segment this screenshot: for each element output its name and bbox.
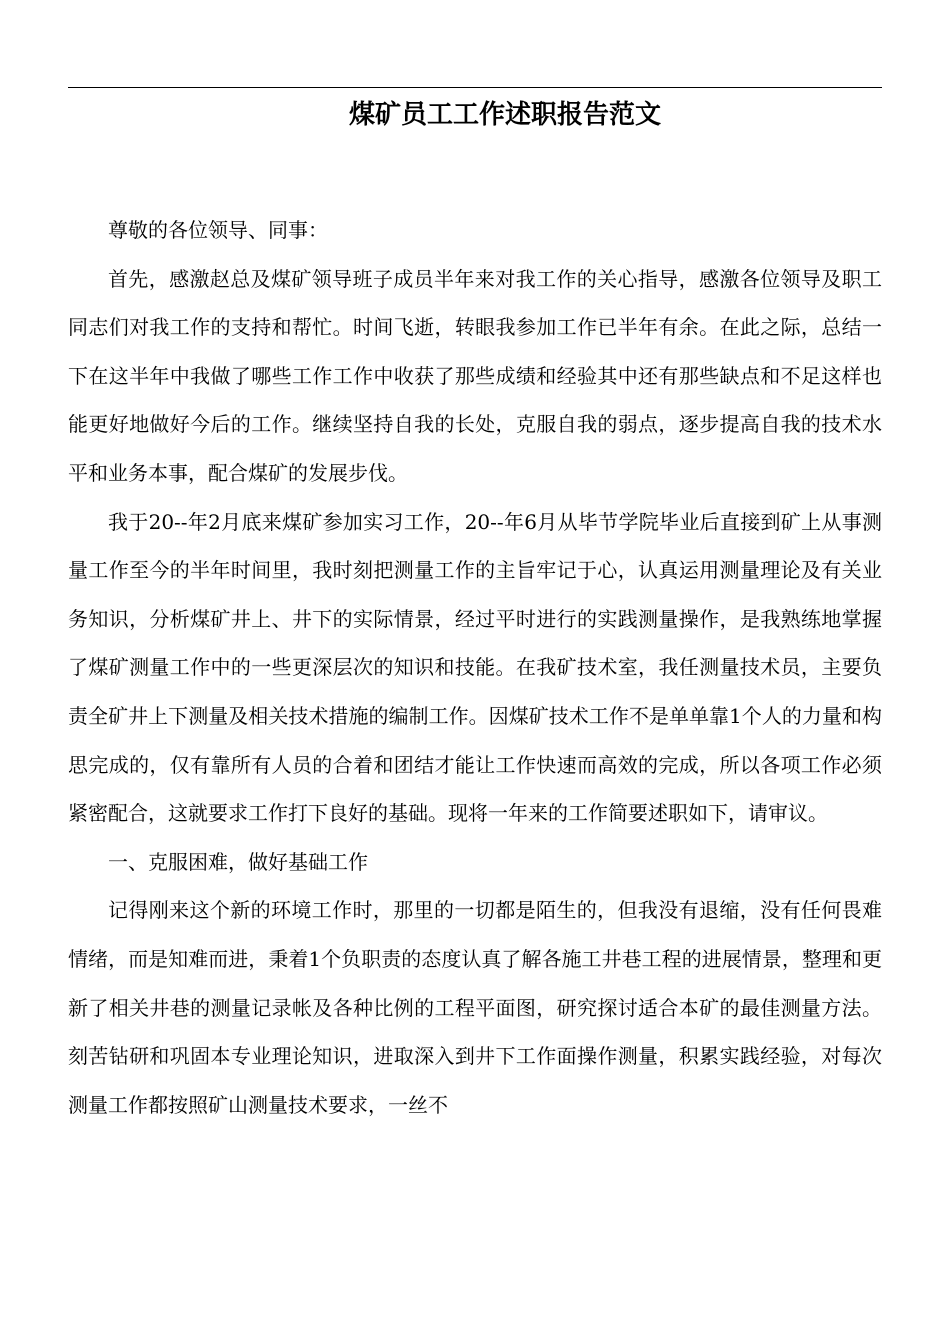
- salutation-paragraph: 尊敬的各位领导、同事：: [108, 218, 328, 242]
- background-paragraph: 我于20--年2月底来煤矿参加实习工作，20--年6月从毕节学院毕业后直接到矿上从事测量工作至今的半年时间里，我时刻把测量工作的主旨牢记于心，认真运用测量理论及有关业务知识，分析煤矿井上、井下的实际情景，经过平时进行的实践测量操作，是我熟练地掌握了煤矿测量工作中的一些更深层次的知识和技能。在我矿技术室，我任测量技术员，主要负责全矿井上下测量及相关技术措施的编制工作。因煤矿技术工作不是单单靠1个人的力量和构思完成的，仅有靠所有人员的合着和团结才能让工作快速而高效的完成，所以各项工作必须紧密配合，这就要求工作打下良好的基础。现将一年来的工作简要述职如下，请审议。: [68, 509, 882, 826]
- section-heading-1: 一、克服困难，做好基础工作: [108, 849, 368, 874]
- document-title: 煤矿员工工作述职报告范文: [348, 100, 661, 130]
- header-rule: [68, 87, 882, 88]
- intro-paragraph: 首先，感激赵总及煤矿领导班子成员半年来对我工作的关心指导，感激各位领导及职工同志们对我工作的支持和帮忙。时间飞逝，转眼我参加工作已半年有余。在此之际，总结一下在这半年中我做了哪些工作工作中收获了那些成绩和经验其中还有那些缺点和不足这样也能更好地做好今后的工作。继续坚持自我的长处，克服自我的弱点，逐步提高自我的技术水平和业务本事，配合煤矿的发展步伐。: [68, 266, 882, 485]
- document-body: [68, 206, 882, 1129]
- section-1-paragraph: 记得刚来这个新的环境工作时，那里的一切都是陌生的，但我没有退缩，没有任何畏难情绪，而是知难而进，秉着1个负职责的态度认真了解各施工井巷工程的进展情景，整理和更新了相关井巷的测量记录帐及各种比例的工程平面图，研究探讨适合本矿的最佳测量方法。刻苦钻研和巩固本专业理论知识，进取深入到井下工作面操作测量，积累实践经验，对每次测量工作都按照矿山测量技术要求，一丝不: [68, 898, 882, 1117]
